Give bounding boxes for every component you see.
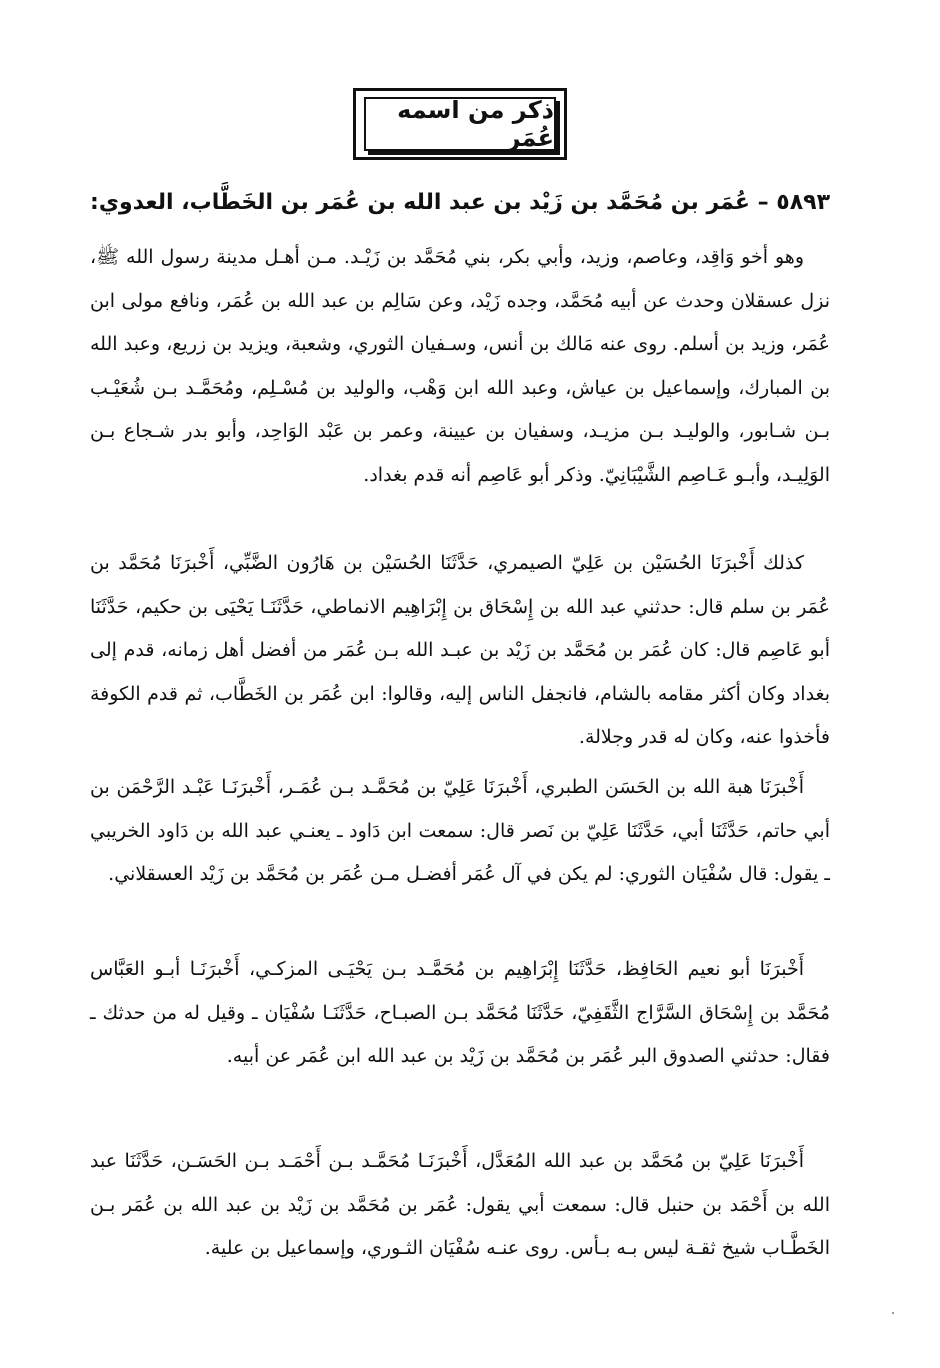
section-title: ذكر من اسمه عُمَر	[397, 96, 554, 152]
paragraph-narration-2: أَخْبرَنَا هبة الله بن الحَسَن الطبري، أَخْبرَنَا عَلِيّ بن مُحَمَّـد بـن عُمَـر، أَخْبرَنَـا عَبْـد الرَّحْمَن بن أبي حاتم، حَدَّثَنَا أبي، حَدَّثَنَا عَلِيّ بن نَصر قال: سمعت ابن دَاود ـ يعنـي عبد الله بن دَاود الخريبي ـ يقول: قال سُفْيَان الثوري: لم يكن في آل عُمَر أفضـل مـن عُمَر بن مُحَمَّد بن زَيْد العسقلاني.	[90, 776, 830, 885]
paragraph-biography: وهو أخو وَاقِد، وعاصم، وزيد، وأبي بكر، بني مُحَمَّد بن زَيْـد. مـن أهـل مدينة رسول الله ﷺ، نزل عسقلان وحدث عن أبيه مُحَمَّد، وجده زَيْد، وعن سَالِم بن عبد الله بن عُمَر، ونافع مولى ابن عُمَر، وزيد بن أسلم. روى عنه مَالك بن أنس، وسـفيان الثوري، وشعبة، ويزيد بن زريع، وعبد الله بن المبارك، وإسماعيل بن عياش، وعبد الله ابن وَهْب، والوليد بن مُسْـلِم، ومُحَمَّـد بـن شُعَيْـب بـن شـابور، والوليـد بـن مزيـد، وسفيان بن عيينة، وعمر بن عَبْد الوَاحِد، وأبو بدر شـجاع بـن الوَلِيـد، وأبـو عَـاصِم الشَّيْبَانِيّ. وذكر أبو عَاصِم أنه قدم بغداد.	[90, 246, 830, 486]
entry-heading	[90, 183, 830, 223]
paragraph-narration-4: أَخْبرَنَا عَلِيّ بن مُحَمَّد بن عبد الله المُعَدَّل، أَخْبرَنَـا مُحَمَّـد بـن أَحْمَـد بـن الحَسَـن، حَدَّثَنَا عبد الله بن أَحْمَد بن حنبل قال: سمعت أبي يقول: عُمَر بن مُحَمَّد بن زَيْد بن عبد الله بن عُمَر بـن الخَطَّـاب شيخ ثقـة ليس بـه بـأس. روى عنـه سُفْيَان الثـوري، وإسماعيل بن علية.	[90, 1150, 830, 1259]
section-title-frame	[353, 88, 567, 160]
document-page	[90, 0, 830, 1368]
paragraph-narration-4-block	[90, 1140, 830, 1271]
paragraph-narration-1-block	[90, 542, 830, 760]
entry-number: ٥٨٩٣	[776, 190, 830, 215]
paragraph-narration-1: كذلك أَخْبرَنَا الحُسَيْن بن عَلِيّ الصيمري، حَدَّثَنَا الحُسَيْن بن هَارُون الضَّبِّي، أَخْبرَنَا مُحَمَّد بن عُمَر بن سلم قال: حدثني عبد الله بن إِسْحَاق بن إِبْرَاهِيم الانماطي، حَدَّثَنَـا يَحْيَى بن حكيم، حَدَّثَنَا أبو عَاصِم قال: كان عُمَر بن مُحَمَّد بن زَيْد بن عبـد الله بـن عُمَر من أفضل أهل زمانه، قدم إلى بغداد وكان أكثر مقامه بالشام، فانجفل الناس إليه، وقالوا: ابن عُمَر بن الخَطَّاب، ثم قدم الكوفة فأخذوا عنه، وكان له قدر وجلالة.	[90, 552, 830, 748]
paragraph-narration-2-block	[90, 766, 830, 897]
entry-separator: –	[757, 190, 769, 215]
paragraph-biography-block	[90, 236, 830, 497]
scan-speck	[892, 1312, 894, 1314]
paragraph-narration-3-block	[90, 948, 830, 1079]
paragraph-narration-3: أَخْبرَنَا أبو نعيم الحَافِظ، حَدَّثَنَا إِبْرَاهِيم بن مُحَمَّـد بـن يَحْيَـى المزكـي، أَخْبرَنَـا أبـو العَبَّاس مُحَمَّد بن إِسْحَاق السَّرَّاج الثَّقَفِيّ، حَدَّثَنَا مُحَمَّد بـن الصبـاح، حَدَّثَنَـا سُفْيَان ـ وقيل له من حدثك ـ فقال: حدثني الصدوق البر عُمَر بن مُحَمَّد بن زَيْد بن عبد الله ابن عُمَر عن أبيه.	[90, 958, 830, 1067]
entry-name: عُمَر بن مُحَمَّد بن زَيْد بن عبد الله بن عُمَر بن الخَطَّاب، العدوي:	[90, 190, 750, 215]
section-title-inner-frame	[364, 97, 556, 151]
